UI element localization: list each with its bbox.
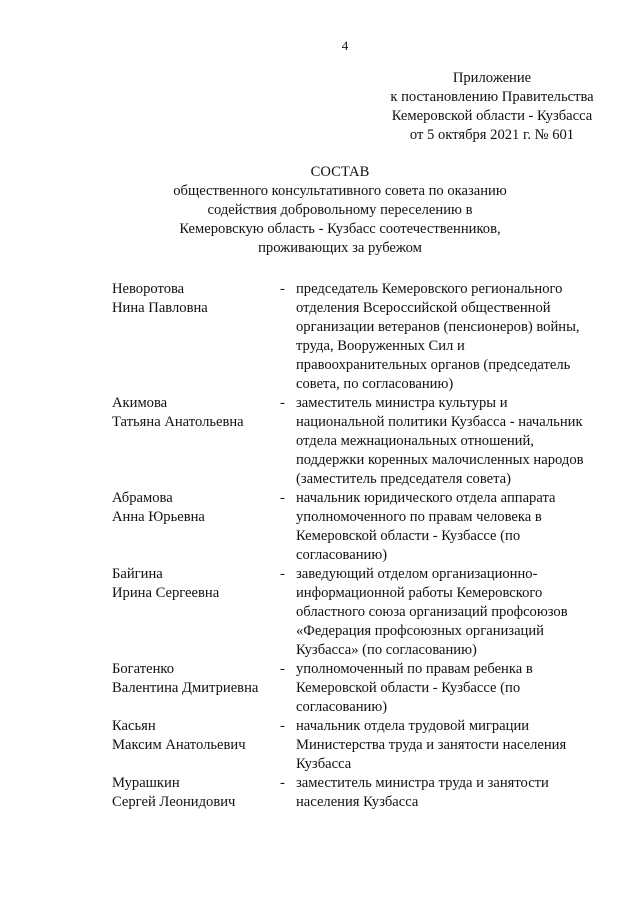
member-surname: Байгина — [112, 566, 163, 582]
member-dash: - — [280, 775, 285, 791]
title-heading: СОСТАВ — [310, 164, 370, 180]
member-surname: Богатенко — [112, 661, 175, 677]
member-given-name: Валентина Дмитриевна — [112, 680, 259, 696]
member-name — [112, 717, 272, 774]
position-line: национальной политики Кузбасса - начальник — [296, 414, 583, 430]
appendix-line: Приложение — [452, 70, 532, 86]
member-dash: - — [280, 718, 285, 734]
position-line: поддержки коренных малочисленных народов — [296, 452, 584, 468]
appendix-line: от 5 октября 2021 г. № 601 — [409, 127, 575, 143]
member-row — [0, 774, 640, 812]
member-position — [296, 660, 596, 717]
appendix-line: Кемеровской области - Кузбасса — [391, 108, 593, 124]
position-line: отделения Всероссийской общественной — [296, 300, 551, 316]
position-line: уполномоченный по правам ребенка в — [296, 661, 533, 677]
position-line: согласованию) — [296, 699, 388, 715]
member-surname: Мурашкин — [112, 775, 180, 791]
member-position — [296, 565, 596, 660]
member-row — [0, 489, 640, 565]
position-line: заместитель министра культуры и — [296, 395, 508, 411]
member-given-name: Ирина Сергеевна — [112, 585, 220, 601]
position-line: (заместитель председателя совета) — [296, 471, 512, 487]
member-row — [0, 280, 640, 394]
member-row — [0, 717, 640, 774]
position-line: Кемеровской области - Кузбассе (по — [296, 528, 521, 544]
member-dash: - — [280, 661, 285, 677]
position-line: председатель Кемеровского регионального — [296, 281, 563, 297]
member-name — [112, 489, 272, 565]
position-line: организации ветеранов (пенсионеров) войны, — [296, 319, 580, 335]
title-line: общественного консультативного совета по оказанию — [173, 183, 507, 199]
position-line: труда, Вооруженных Сил и — [296, 338, 465, 354]
member-name — [112, 565, 272, 660]
position-line: населения Кузбасса — [296, 794, 419, 810]
position-line: правоохранительных органов (председатель — [296, 357, 571, 373]
position-line: заместитель министра труда и занятости — [296, 775, 549, 791]
member-given-name: Анна Юрьевна — [112, 509, 205, 525]
position-line: областного союза организаций профсоюзов — [296, 604, 568, 620]
member-dash: - — [280, 281, 285, 297]
member-name — [112, 280, 272, 394]
title-line: содействия добровольному переселению в — [207, 202, 473, 218]
member-name — [112, 660, 272, 717]
position-line: согласованию) — [296, 547, 388, 563]
position-line: совета, по согласованию) — [296, 376, 454, 392]
member-dash: - — [280, 395, 285, 411]
title-line: Кемеровскую область - Кузбасс соотечественников, — [179, 221, 501, 237]
position-line: заведующий отделом организационно- — [296, 566, 538, 582]
page-number: 4 — [341, 38, 349, 53]
member-position — [296, 280, 596, 394]
member-given-name: Нина Павловна — [112, 300, 208, 316]
position-line: Кемеровской области - Кузбассе (по — [296, 680, 521, 696]
member-surname: Неворотова — [112, 281, 185, 297]
member-surname: Абрамова — [112, 490, 173, 506]
member-position — [296, 774, 596, 812]
position-line: начальник юридического отдела аппарата — [296, 490, 556, 506]
position-line: Кузбасса — [296, 756, 352, 772]
member-dash: - — [280, 490, 285, 506]
title-line: проживающих за рубежом — [258, 240, 422, 256]
member-dash: - — [280, 566, 285, 582]
member-given-name: Татьяна Анатольевна — [112, 414, 244, 430]
member-given-name: Максим Анатольевич — [112, 737, 246, 753]
member-position — [296, 489, 596, 565]
position-line: Кузбасса» (по согласованию) — [296, 642, 477, 658]
member-row — [0, 394, 640, 489]
position-line: отдела межнациональных отношений, — [296, 433, 534, 449]
position-line: «Федерация профсоюзных организаций — [296, 623, 544, 639]
member-row — [0, 565, 640, 660]
appendix-header — [372, 69, 612, 145]
document-title — [120, 163, 560, 258]
position-line: начальник отдела трудовой миграции — [296, 718, 530, 734]
position-line: информационной работы Кемеровского — [296, 585, 543, 601]
member-name — [112, 394, 272, 489]
appendix-line: к постановлению Правительства — [390, 89, 594, 105]
member-given-name: Сергей Леонидович — [112, 794, 236, 810]
member-position — [296, 717, 596, 774]
member-surname: Акимова — [112, 395, 168, 411]
position-line: уполномоченного по правам человека в — [296, 509, 542, 525]
members-list — [0, 280, 640, 812]
member-row — [0, 660, 640, 717]
position-line: Министерства труда и занятости населения — [296, 737, 567, 753]
member-surname: Касьян — [112, 718, 156, 734]
member-position — [296, 394, 596, 489]
member-name — [112, 774, 272, 812]
